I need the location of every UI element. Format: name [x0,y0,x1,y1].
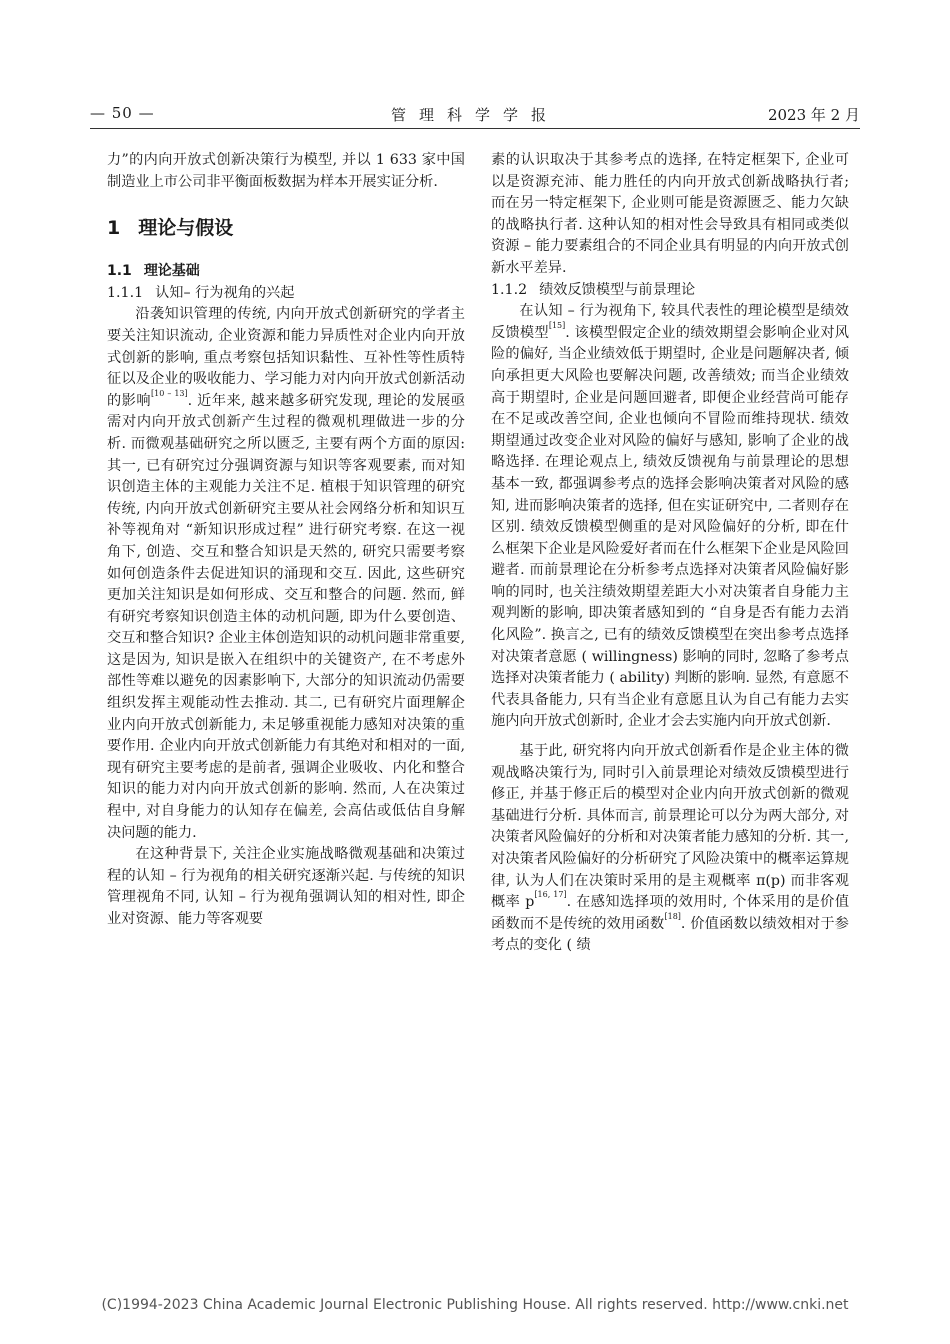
subsubsection-title: 认知– 行为视角的兴起 [155,284,295,301]
subsubsection-heading-1-1-1 [107,283,465,305]
subsection-heading-1-1 [107,261,465,283]
subsubsection-number: 1.1.1 [107,284,144,301]
citation: [16, 17] [534,890,567,900]
body-paragraph [107,304,465,844]
paragraph-text: . 在感知选择项的效用时, 个体采用的是价值函数而不是传统的效用函数 [491,894,850,932]
section-title: 理论与假设 [138,217,234,240]
paragraph-text: . 价值函数以绩效相对于参考点的变化 ( 绩 [491,915,849,954]
journal-name: 管理科学学报 [390,106,559,124]
subsubsection-title: 绩效反馈模型与前景理论 [539,281,696,298]
citation: [18] [664,911,681,921]
section-heading-1 [107,215,465,241]
page-number: — 50 — [90,104,155,122]
citation: [10 – 13] [151,388,188,398]
subsection-title: 理论基础 [143,263,200,280]
body-paragraph: 在这种背景下, 关注企业实施战略微观基础和决策过程的认知 – 行为视角的相关研究逐渐兴起. 与传统的知识管理视角不同, 认知 – 行为视角强调认知的相对性, 即企业对资源、能力等客观要 [107,846,465,927]
intro-paragraph: 力”的内向开放式创新决策行为模型, 并以 1 633 家中国制造业上市公司非平衡面板数据为样本开展实证分析. [107,152,465,190]
right-column [491,150,849,957]
body-paragraph [491,741,849,957]
subsection-number: 1.1 [107,263,132,280]
paragraph-text: . 该模型假定企业的绩效期望会影响企业对风险的偏好, 当企业绩效低于期望时, 企业是问题解决者, 倾向承担更大风险也要解决问题, 改善绩效; 而当企业绩效高于期望时, 企业是问题回避者, 即便企业经营尚可能存在不足或改善空间, 企业也倾向不冒险而维持现状. 绩效期望通过改变企业对风险的偏好与感知, 影响了企业的战略选择. 在理论观点上, 绩效反馈视角与前景理论的思想基本一致, 都强调参考点的选择会影响决策者对风险的感知, 进而影响决策者的选择, 但在实证研究中, 二者则存在区别. 绩效反馈模型侧重的是对风险偏好的分析, 即在什么框架下企业是风险爱好者而在什么框架下企业是风险回避者. 而前景理论在分析参考点选择对决策者风险偏好影响的同时, 也关注绩效期望差距大小对决策者自身能力主观判断的影响, 即决策者感知到的 “自身是否有能力去消化风险”. 换言之, 已有的绩效反馈模型在突出参考点选择对决策者意愿 ( willingness) 影响的同时, 忽略了参考点选择对决策者能力 ( ability) 判断的影响. 显然, 有意愿不代表具备能力, 只有当企业有意愿且认为自己有能力去实施内向开放式创新时, 企业才会去实施内向开放式创新. [491,324,849,730]
header-rule [90,128,860,129]
body-paragraph [491,301,849,733]
section-number: 1 [107,217,121,240]
subsubsection-number: 1.1.2 [491,281,528,298]
paragraph-text: 沿袭知识管理的传统, 内向开放式创新研究的学者主要关注知识流动, 企业资源和能力异质性对企业内向开放式创新的影响, 重点考察包括知识黏性、互补性等性质特征以及企业的吸收能力、学习能力对内向开放式创新活动的影响 [107,306,465,409]
issue-date: 2023 年 2 月 [767,106,860,124]
copyright-footer: (C)1994-2023 China Academic Journal Electronic Publishing House. All rights reserved. http://www.cnki.net [101,1297,849,1313]
paragraph-text: . 近年来, 越来越多研究发现, 理论的发展亟需对内向开放式创新产生过程的微观机理做进一步的分析. 而微观基础研究之所以匮乏, 主要有两个方面的原因: 其一, 已有研究过分强调资源与知识等客观要素, 而对知识创造主体的主观能力关注不足. 植根于知识管理的研究传统, 内向开放式创新研究主要从社会网络分析和知识互补等视角对 “新知识形成过程” 进行研究考察. 在这一视角下, 创造、交互和整合知识是天然的, 研究只需要考察如何创造条件去促进知识的涌现和交互. 因此, 这些研究更加关注知识是如何形成、交互和整合的问题. 然而, 鲜有研究考察知识创造主体的动机问题, 即为什么要创造、交互和整合知识? 企业主体创造知识的动机问题非常重要, 这是因为, 知识是嵌入在组织中的关键资产, 在不考虑外部性等难以避免的因素影响下, 大部分的知识流动仍需要组织发挥主观能动性去推动. 其二, 已有研究片面理解企业内向开放式创新能力, 未足够重视能力感知对决策的重要作用. 企业内向开放式创新能力有其绝对和相对的一面, 现有研究主要考虑的是前者, 强调企业吸收、内化和整合知识的能力对内向开放式创新的影响. 然而, 人在决策过程中, 对自身能力的认知存在偏差, 会高估或低估自身解决问题的能力. [107,392,465,841]
running-header [90,100,860,130]
paragraph-text: 在认知 – 行为视角下, 较具代表性的理论模型是绩效反馈模型 [491,303,849,341]
body-paragraph: 素的认识取决于其参考点的选择, 在特定框架下, 企业可以是资源充沛、能力胜任的内向开放式创新战略执行者; 而在另一特定框架下, 企业则可能是资源匮乏、能力欠缺的战略执行者. 这种认知的相对性会导致具有相同或类似资源 – 能力要素组合的不同企业具有明显的内向开放式创新水平差异. [491,152,849,276]
paragraph-text: 基于此, 研究将内向开放式创新看作是企业主体的微观战略决策行为, 同时引入前景理论对绩效反馈模型进行修正, 并基于修正后的模型对企业内向开放式创新的微观基础进行分析. 具体而言, 前景理论可以分为两大部分, 对决策者风险偏好的分析和对决策者能力感知的分析. 其一, 对决策者风险偏好的分析研究了风险决策中的概率运算规律, 认为人们在决策时采用的是主观概率 π(p) 而非客观概率 p [491,743,849,911]
citation: [15] [548,320,566,330]
left-column [107,150,465,931]
subsubsection-heading-1-1-2 [491,280,849,302]
